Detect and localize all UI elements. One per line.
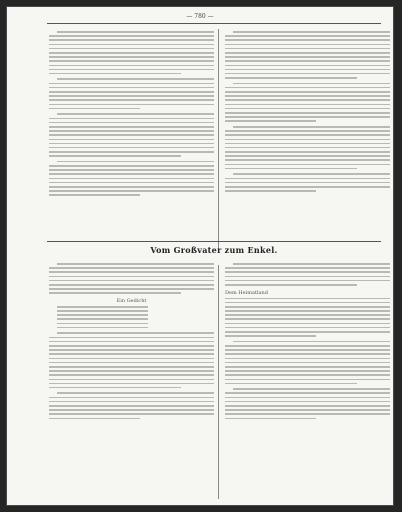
paragraph — [225, 263, 390, 286]
left-column-upper — [49, 31, 214, 200]
article-heading-block — [47, 241, 381, 262]
page-number: — 780 — — [186, 13, 214, 20]
column-divider — [218, 29, 219, 249]
inline-phrase: Dem Heimatland — [225, 289, 268, 296]
paragraph — [225, 388, 390, 419]
paragraph — [49, 332, 214, 388]
paragraph — [49, 263, 214, 294]
right-column-upper — [225, 31, 390, 196]
column-divider-lower — [218, 265, 219, 499]
poem-caption: Ein Gedicht — [116, 297, 147, 304]
paragraph — [49, 161, 214, 196]
right-column-lower — [225, 263, 390, 499]
article-title: Vom Großvater zum Enkel. — [150, 245, 278, 255]
paragraph — [49, 392, 214, 419]
verse-block — [49, 306, 214, 329]
paragraph — [49, 78, 214, 109]
paragraph — [49, 113, 214, 156]
newspaper-page — [6, 6, 394, 506]
paragraph — [49, 31, 214, 74]
left-column-lower — [49, 263, 214, 499]
paragraph — [225, 31, 390, 79]
header-rule — [47, 23, 381, 24]
paragraph — [225, 83, 390, 122]
paragraph — [225, 173, 390, 191]
paragraph — [225, 126, 390, 169]
paragraph — [225, 298, 390, 337]
paragraph — [225, 341, 390, 384]
